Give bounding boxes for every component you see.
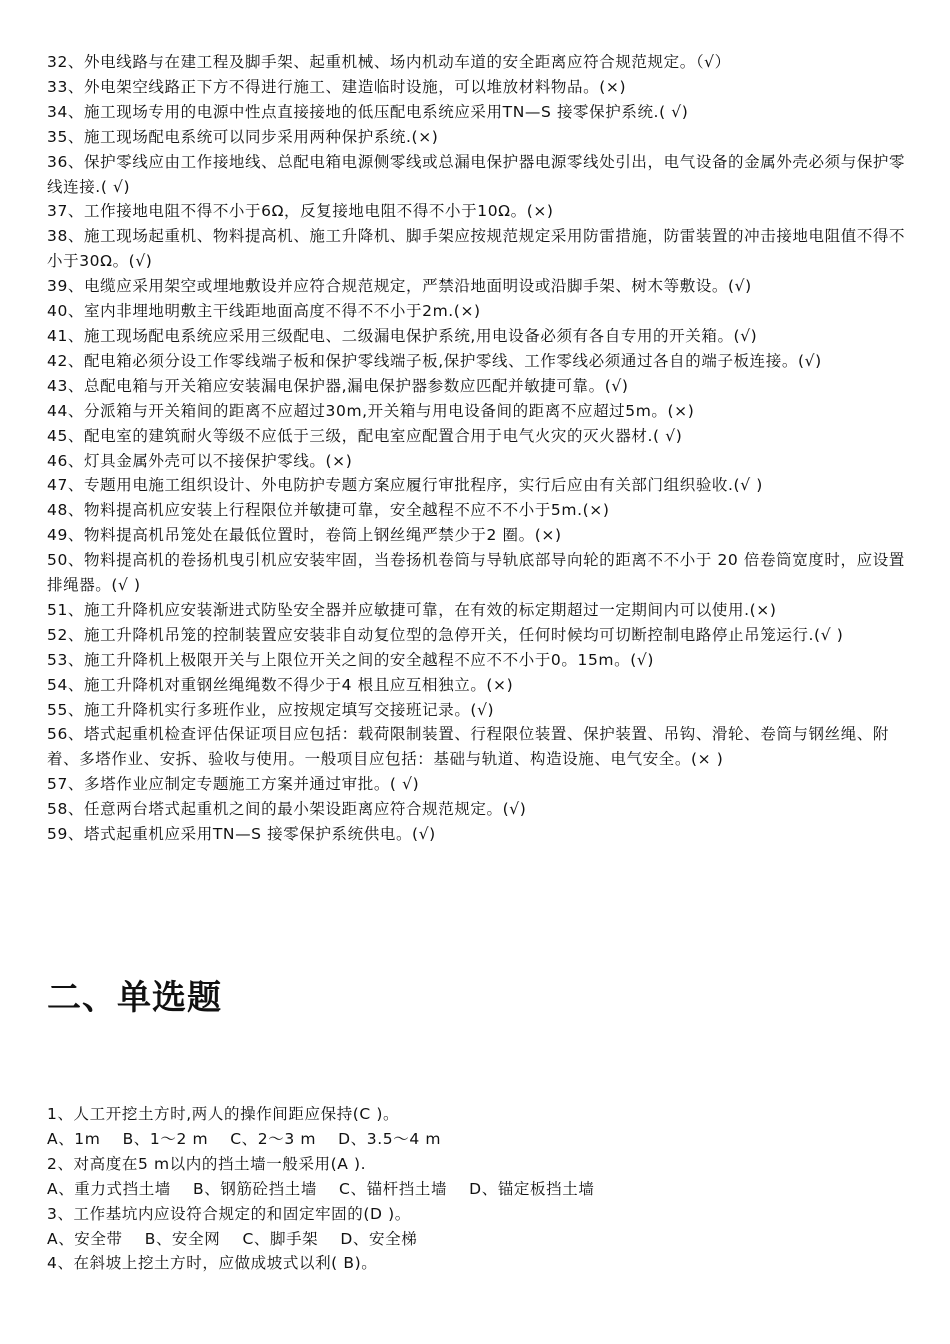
list-item: 53、施工升降机上极限开关与上限位开关之间的安全越程不应不不小于0。15m。(√): [47, 650, 654, 669]
list-item: 50、物料提高机的卷扬机曳引机应安装牢固，当卷扬机卷筒与导轨底部导向轮的距离不不小于 20 倍卷筒宽度时，应设置排绳器。(√ ): [47, 551, 905, 595]
list-item: 54、施工升降机对重钢丝绳绳数不得少于4 根且应互相独立。(×): [47, 675, 514, 694]
list-item: 59、塔式起重机应采用TN—S 接零保护系统供电。(√): [47, 825, 436, 844]
list-item: 36、保护零线应由工作接地线、总配电箱电源侧零线或总漏电保护器电源零线处引出，电气设备的金属外壳必须与保护零线连接.( √): [47, 152, 906, 196]
list-item: 55、施工升降机实行多班作业，应按规定填写交接班记录。(√): [47, 700, 495, 719]
list-item: 37、工作接地电阻不得不小于6Ω，反复接地电阻不得不小于10Ω。(×): [47, 202, 554, 221]
multiple-choice-question-list: [47, 1102, 907, 1276]
list-item: 52、施工升降机吊笼的控制装置应安装非自动复位型的急停开关，任何时候均可切断控制电路停止吊笼运行.(√ ): [47, 625, 844, 644]
list-item: 47、专题用电施工组织设计、外电防护专题方案应履行审批程序，实行后应由有关部门组织验收.(√ ): [47, 476, 763, 495]
options-line: A、安全带 B、安全网 C、脚手架 D、安全梯: [47, 1229, 418, 1248]
list-item: 45、配电室的建筑耐火等级不应低于三级，配电室应配置合用于电气火灾的灭火器材.( √): [47, 426, 683, 445]
true-false-question-list: [47, 50, 907, 847]
section-heading: 二、单选题: [47, 978, 222, 1018]
question-line: 3、工作基坑内应设符合规定的和固定牢固的(D )。: [47, 1204, 411, 1223]
list-item: 32、外电线路与在建工程及脚手架、起重机械、场内机动车道的安全距离应符合规范规定。（√）: [47, 53, 731, 71]
list-item: 42、配电箱必须分设工作零线端子板和保护零线端子板,保护零线、工作零线必须通过各自的端子板连接。(√): [47, 351, 822, 370]
list-item: 49、物料提高机吊笼处在最低位置时，卷筒上钢丝绳严禁少于2 圈。(×): [47, 526, 562, 545]
list-item: 33、外电架空线路正下方不得进行施工、建造临时设施，可以堆放材料物品。(×): [47, 77, 627, 96]
list-item: 44、分派箱与开关箱间的距离不应超过30m,开关箱与用电设备间的距离不应超过5m。(×): [47, 401, 695, 420]
list-item: 39、电缆应采用架空或埋地敷设并应符合规范规定，严禁沿地面明设或沿脚手架、树木等敷设。(√): [47, 277, 752, 296]
question-line: 4、在斜坡上挖土方时，应做成坡式以利( B)。: [47, 1254, 378, 1273]
list-item: 56、塔式起重机检查评估保证项目应包括：载荷限制装置、行程限位装置、保护装置、吊钩、滑轮、卷筒与钢丝绳、附着、多塔作业、安拆、验收与使用。一般项目应包括：基础与轨道、构造设施、电气安全。(× ): [47, 725, 890, 769]
list-item: 40、室内非埋地明敷主干线距地面高度不得不不小于2m.(×): [47, 302, 481, 321]
list-item: 43、总配电箱与开关箱应安装漏电保护器,漏电保护器参数应匹配并敏捷可靠。(√): [47, 376, 629, 395]
list-item: 48、物料提高机应安装上行程限位并敏捷可靠，安全越程不应不不小于5m.(×): [47, 501, 610, 520]
list-item: 35、施工现场配电系统可以同步采用两种保护系统.(×): [47, 127, 439, 146]
options-line: A、1m B、1～2 m C、2～3 m D、3.5～4 m: [47, 1129, 442, 1148]
list-item: 46、灯具金属外壳可以不接保护零线。(×): [47, 451, 353, 470]
options-line: A、重力式挡土墙 B、钢筋砼挡土墙 C、锚杆挡土墙 D、锚定板挡土墙: [47, 1179, 595, 1198]
list-item: 38、施工现场起重机、物料提高机、施工升降机、脚手架应按规范规定采用防雷措施，防雷装置的冲击接地电阻值不得不小于30Ω。(√): [47, 227, 906, 271]
list-item: 51、施工升降机应安装渐进式防坠安全器并应敏捷可靠，在有效的标定期超过一定期间内可以使用.(×): [47, 600, 777, 619]
list-item: 58、任意两台塔式起重机之间的最小架设距离应符合规范规定。(√): [47, 800, 527, 819]
list-item: 41、施工现场配电系统应采用三级配电、二级漏电保护系统,用电设备必须有各自专用的开关箱。(√): [47, 326, 758, 345]
question-line: 2、对高度在5 m以内的挡土墙一般采用(A ).: [47, 1154, 367, 1173]
question-line: 1、人工开挖土方时,两人的操作间距应保持(C )。: [47, 1105, 400, 1123]
list-item: 34、施工现场专用的电源中性点直接接地的低压配电系统应采用TN—S 接零保护系统.( √): [47, 102, 689, 121]
list-item: 57、多塔作业应制定专题施工方案并通过审批。( √): [47, 775, 420, 794]
